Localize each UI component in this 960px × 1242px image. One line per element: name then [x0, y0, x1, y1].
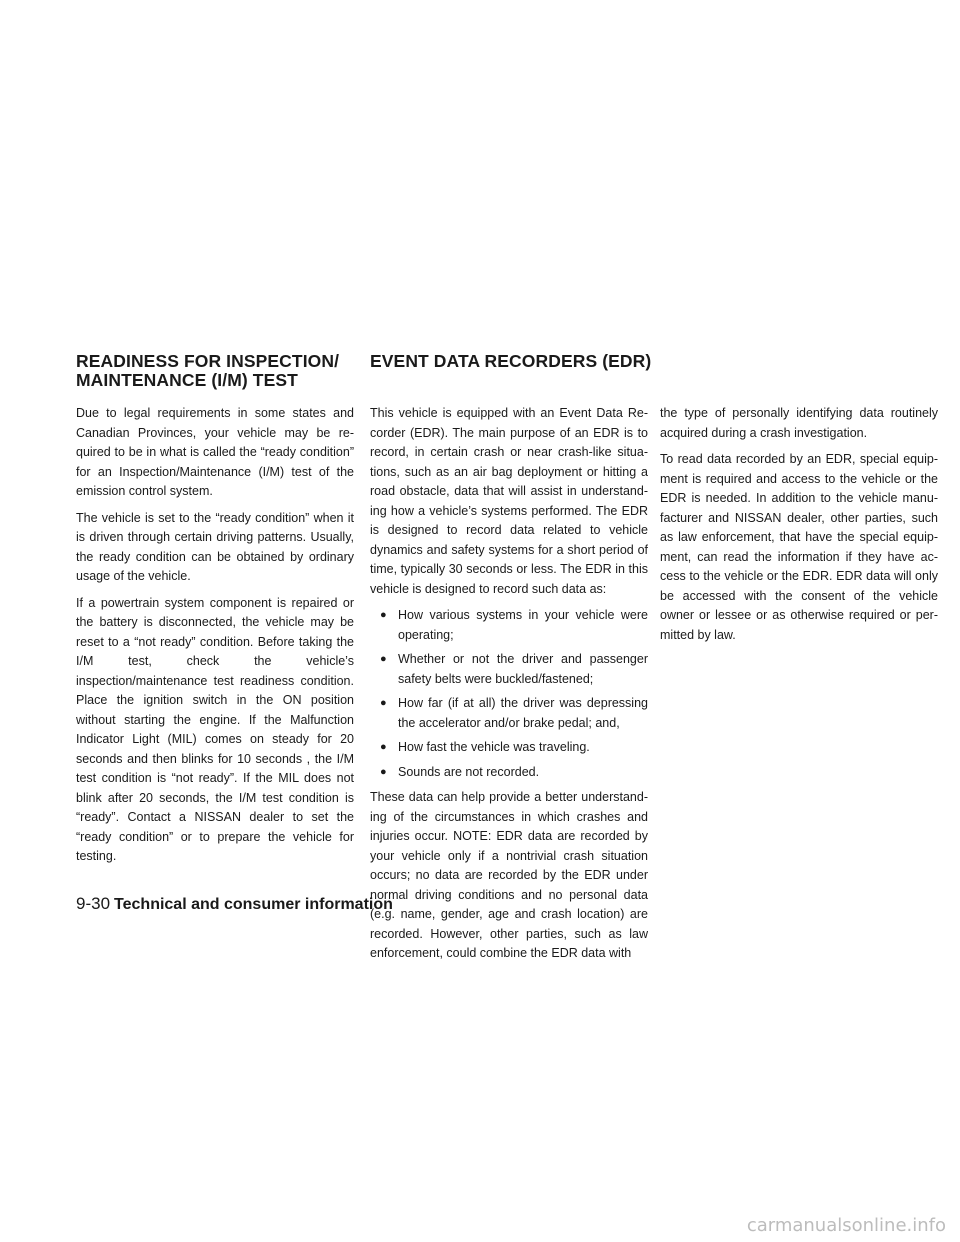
list-item: ● Sounds are not recorded. [380, 763, 648, 783]
readiness-heading-line1: READINESS FOR INSPECTION/ [76, 351, 340, 371]
middle-column [370, 404, 648, 971]
bullet-icon: ● [380, 765, 387, 778]
readiness-heading-line2: MAINTENANCE (I/M) TEST [76, 370, 298, 390]
watermark: carmanualsonline.info [746, 1215, 946, 1236]
page-number: 9-30 [76, 894, 111, 913]
left-column [76, 404, 354, 874]
right-column [660, 404, 938, 652]
edr-data-list [370, 606, 648, 782]
list-item: ● Whether or not the driver and passenger safety belts were buckled/fastened; [380, 652, 648, 686]
edr-intro: This vehicle is equipped with an Event Data Recorder (EDR). The main purpose of an EDR is to record, in certain crash or near crash-like situations, such as an air bag deployment or hitting a road obstacle, data that will assist in understanding how a vehicle’s systems performed. The EDR is designed to record data related to vehicle dynamics and safety systems for a short period of time, typically 30 seconds or less. The EDR in this vehicle is designed to record such data as: [370, 406, 648, 596]
paragraph: To read data recorded by an EDR, special equipment is required and access to the vehicle or the EDR is needed. In addition to the vehicle manufacturer and NISSAN dealer, other parties, such as law enforcement, that have the special equipment, can read the information if they have access to the vehicle or the EDR. EDR data will only be accessed with the consent of the vehicle owner or lessee or as otherwise required or permitted by law. [660, 452, 938, 642]
page-footer [76, 894, 393, 914]
bullet-icon: ● [380, 741, 387, 753]
bullet-icon: ● [380, 653, 387, 665]
section-title: Technical and consumer information [114, 896, 393, 913]
paragraph: the type of personally identifying data routinely acquired during a crash investigation. [660, 406, 938, 440]
paragraph: These data can help provide a better understanding of the circumstances in which crashes and injuries occur. NOTE: EDR data are recorded by your vehicle only if a nontrivial crash situation occurs; no data are recorded by the EDR under normal driving conditions and no personal data (e.g. name, gender, age and crash location) are recorded. However, other parties, such as law enforcement, could combine the EDR data with [370, 790, 648, 960]
list-item: ● How far (if at all) the driver was depressing the accelerator and/or brake pedal; and, [380, 696, 648, 730]
paragraph: Due to legal requirements in some states and Canadian Provinces, your vehicle may be required to be in what is called the “ready condition” for an Inspection/Maintenance (I/M) test of the emission control system. [76, 406, 354, 498]
edr-heading: EVENT DATA RECORDERS (EDR) [370, 351, 652, 371]
readiness-heading [76, 352, 346, 390]
paragraph: The vehicle is set to the “ready condition” when it is driven through certain driving patterns. Usually, the ready condition can be obtained by ordinary usage of the vehicle. [76, 510, 354, 583]
list-item: ● How various systems in your vehicle were operating; [380, 608, 648, 642]
list-item: ● How fast the vehicle was traveling. [380, 738, 648, 758]
bullet-icon: ● [380, 609, 387, 621]
paragraph: If a powertrain system component is repaired or the battery is disconnected, the vehicle may be reset to a “not ready” condition. Before taking the I/M test, check the vehicle’s inspection/maintenance test readiness condition. Place the ignition switch in the ON position without starting the engine. If the Malfunction Indicator Light (MIL) comes on steady for 20 seconds and then blinks for 10 seconds , the I/M test condition is “not ready”. If the MIL does not blink after 20 seconds, the I/M test condition is “ready”. Contact a NISSAN dealer to set the “ready condition” or to prepare the vehicle for testing. [76, 595, 354, 863]
bullet-icon: ● [380, 697, 387, 709]
